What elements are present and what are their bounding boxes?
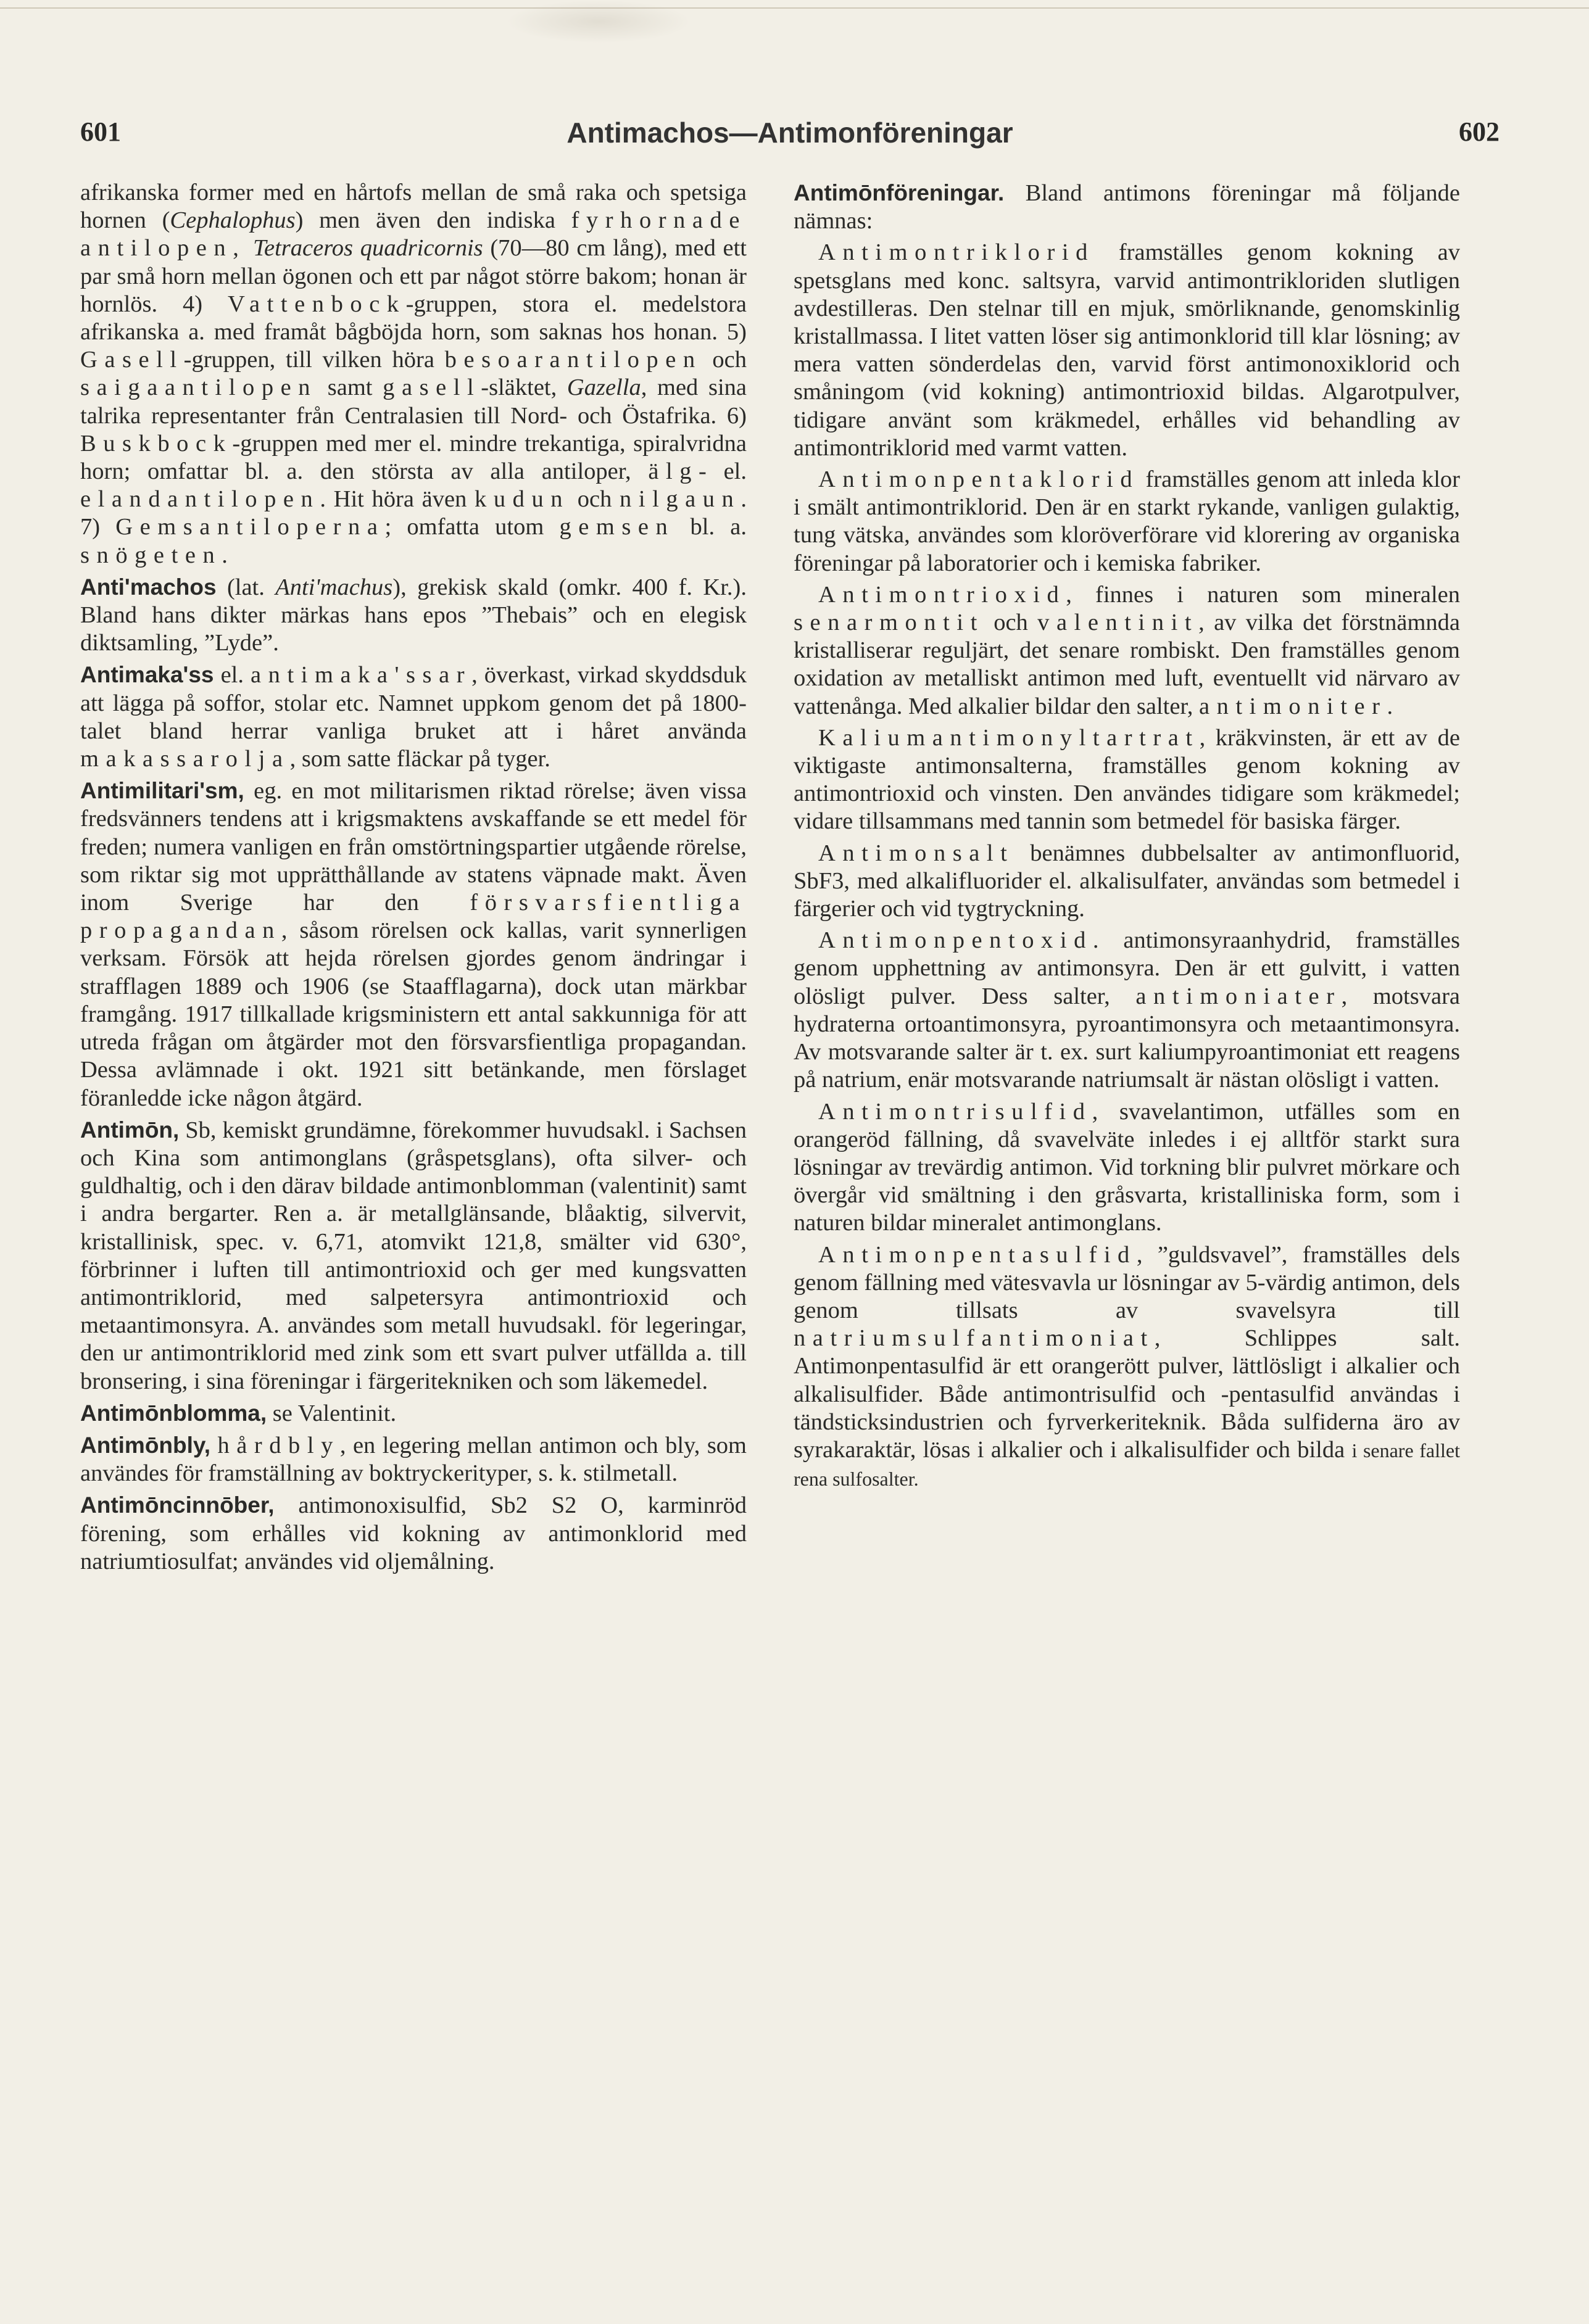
- page-header: [80, 116, 1500, 165]
- entry-antimilitarism: Antimilitari'sm, eg. en mot militarismen riktad rörelse; även vissa fredsvänners tendens att i krigsmaktens avskaffande se ett medel för freden; numera vanligen en från omstörtningspartier utgående rörelse, som riktar sig mot upprätthållande av statens väpnade makt. Även inom Sverige har den försvarsfientliga propagandan, såsom rörelsen ock kallas, varit synnerligen verksam. Försök att hejda rörelsen gjordes genom ändringar i strafflagen 1889 och 1906 (se Staafflagarna), dock utan märkbar framgång. 1917 tillkallade krigsministern ett antal sakkunniga för att utreda frågan om åtgärder mot den försvarsfientliga propagandan. Dessa avlämnade i okt. 1921 sitt betänkande, men förslaget föranledde icke någon åtgärd.: [80, 778, 747, 1111]
- scan-edge-line: [0, 7, 1589, 9]
- subentry-antimontrisulfid: Antimontrisulfid, svavelantimon, utfälles som en orangeröd fällning, då svavelväte inledes i ej alltför starkt sura lösningar av trevärdig antimon. Vid torkning blir pulvret mörkare och övergår vid smältning i den gråsvarta, kristalliniska form, som i naturen bildar mineralet antimonglans.: [794, 1098, 1460, 1236]
- headword: Antimōnföreningar.: [794, 180, 1005, 205]
- headword: Antimilitari'sm,: [80, 778, 244, 804]
- entry-antimoncinnober: Antimōncinnōber, antimonoxisulfid, Sb2 S2 O, karminröd förening, som erhålles vid kokning av antimonklorid med natriumtiosulfat; användes vid oljemålning.: [80, 1492, 747, 1574]
- subentry-antimontriklorid: Antimontriklorid framställes genom kokning av spetsglans med konc. saltsyra, varvid antimontrikloriden slutligen avdestilleras. Den stelnar till en mjuk, smörliknande, genomskinlig kristallmassa. I litet vatten löser sig antimonklorid till klar lösning; av mera vatten sönderdelas den, varvid först antimonoxiklorid och småningom (vid kokning) antimontrioxid bildas. Algarotpulver, tidigare använt som kräkmedel, erhålles vid behandling av antimontriklorid med varmt vatten.: [794, 239, 1460, 461]
- subentry-kaliumantimonyltartrat: Kaliumantimonyltartrat, kräkvinsten, är ett av de viktigaste antimonsalterna, framställes genom kokning av antimontrioxid och vinsten. Den användes tidigare som kräkmedel; vidare tillsammans med tannin som betmedel för basiska färger.: [794, 724, 1460, 835]
- page-number-right: 602: [1459, 117, 1500, 147]
- entry-antimakass: Antimaka'ss el. antimaka'ssar, överkast, virkad skyddsduk att lägga på soffor, stolar etc. Namnet uppkom genom det på 1800-talet bland herrar vanliga bruket att i håret använda makassarolja, som satte fläckar på tyger.: [80, 662, 747, 772]
- headword: Antimōnbly,: [80, 1432, 211, 1458]
- entry-antimonbly: Antimōnbly, hårdbly, en legering mellan antimon och bly, som användes för framställning av boktryckerityper, s. k. stilmetall.: [80, 1432, 747, 1487]
- entry-antiloper-continued: afrikanska former med en hårtofs mellan de små raka och spetsiga hornen (Cephalophus) men även den indiska fyrhornade antilopen, Tetraceros quadricornis (70—80 cm lång), med ett par små horn mellan ögonen och ett par något större bakom; honan är hornlös. 4) Vattenbock-gruppen, stora el. medelstora afrikanska a. med framåt bågböjda horn, som saknas hos honan. 5) Gasell-gruppen, till vilken höra besoarantilopen och saigaantilopen samt gasell-släktet, Gazella, med sina talrika representanter från Centralasien till Nord- och Östafrika. 6) Buskbock-gruppen med mer el. mindre trekantiga, spiralvridna horn; omfattar bl. a. den största av alla antiloper, älg- el. elandantilopen. Hit höra även kudun och nilgaun. 7) Gemsantiloperna; omfatta utom gemsen bl. a. snögeten.: [80, 180, 747, 568]
- entry-antimon: Antimōn, Sb, kemiskt grundämne, förekommer huvudsakl. i Sachsen och Kina som antimonglans (gråspetsglans), ofta silver- och guldhaltig, och i den därav bildade antimonblomman (valentinit) samt i andra bergarter. Ren a. är metallglänsande, blåaktig, silvervit, kristallinisk, spec. v. 6,71, atomvikt 121,8, smälter vid 630°, förbrinner i luften till antimontrioxid och ger med kungsvatten antimontriklorid, med salpetersyra antimontrioxid och metaantimonsyra. A. användes som metall huvudsakl. för legeringar, den ur antimontriklorid med zink som ett svart pulver utfällda a. till bronsering, i sina föreningar i färgeritekniken och som läkemedel.: [80, 1117, 747, 1394]
- headword: Anti'machos: [80, 574, 217, 600]
- subentry-antimonpentaklorid: Antimonpentaklorid framställes genom att inleda klor i smält antimontriklorid. Den är en starkt rykande, vanligen gulaktig, tung vätska, användes som kloröverförare vid klorering av organiska föreningar på laboratorier och i kemiska fabriker.: [794, 466, 1460, 576]
- headword: Antimōnblomma,: [80, 1400, 267, 1426]
- subentry-antimonpentasulfid: Antimonpentasulfid, ”guldsvavel”, framställes dels genom fällning med vätesvavla ur lösningar av 5-värdig antimon, dels genom tillsats av svavelsyra till natriumsulfantimoniat, Schlippes salt. Antimonpentasulfid är ett orangerött pulver, lättlösligt i alkalier och alkalisulfider. Både antimontrisulfid och -pentasulfid användas i tändsticksindustrien och fyrverkeriteknik. Båda sulfiderna äro av syrakaraktär, lösas i alkalier och i alkalisulfider och bilda i senare fallet rena sulfosalter.: [794, 1241, 1460, 1491]
- entry-antimachos: Anti'machos (lat. Anti'machus), grekisk skald (omkr. 400 f. Kr.). Bland hans dikter märkas hans epos ”Thebais” och en elegisk diktsamling, ”Lyde”.: [80, 574, 747, 656]
- subentry-antimontrioxid: Antimontrioxid, finnes i naturen som mineralen senarmontit och valentinit, av vilka det förstnämnda kristalliserar reguljärt, det senare rombiskt. Den framställes genom oxidation av metalliskt antimon med luft, eventuellt vid närvaro av vattenånga. Med alkalier bildar den salter, antimoniter.: [794, 581, 1460, 719]
- entry-antimonblomma: Antimōnblomma, se Valentinit.: [80, 1400, 397, 1426]
- headword: Antimōn,: [80, 1117, 180, 1143]
- headword: Antimōncinnōber,: [80, 1492, 275, 1518]
- running-title: Antimachos—Antimonföreningar: [566, 117, 1013, 149]
- right-column: [794, 179, 1460, 1497]
- headword: Antimaka'ss: [80, 662, 214, 688]
- page-number-left: 601: [80, 117, 121, 147]
- subentry-antimonpentoxid: Antimonpentoxid. antimonsyraanhydrid, framställes genom upphettning av antimonsyra. Den är ett gulvitt, i vatten olösligt pulver. Dess salter, antimoniater, motsvara hydraterna ortoantimonsyra, pyroantimonsyra och metaantimonsyra. Av motsvarande salter är t. ex. surt kaliumpyroantimoniat ett reagens på natrium, enär motsvarande natriumsalt är nästan olösligt i vatten.: [794, 927, 1460, 1093]
- left-column: [80, 179, 747, 1579]
- subentry-antimonsalt: Antimonsalt benämnes dubbelsalter av antimonfluorid, SbF3, med alkalifluorider el. alkalisulfater, användas som betmedel i färgerier och vid tygtryckning.: [794, 840, 1460, 922]
- scan-smudge: [506, 0, 691, 43]
- entry-antimonforeningar: Antimōnföreningar. Bland antimons föreningar må följande nämnas:: [794, 180, 1460, 234]
